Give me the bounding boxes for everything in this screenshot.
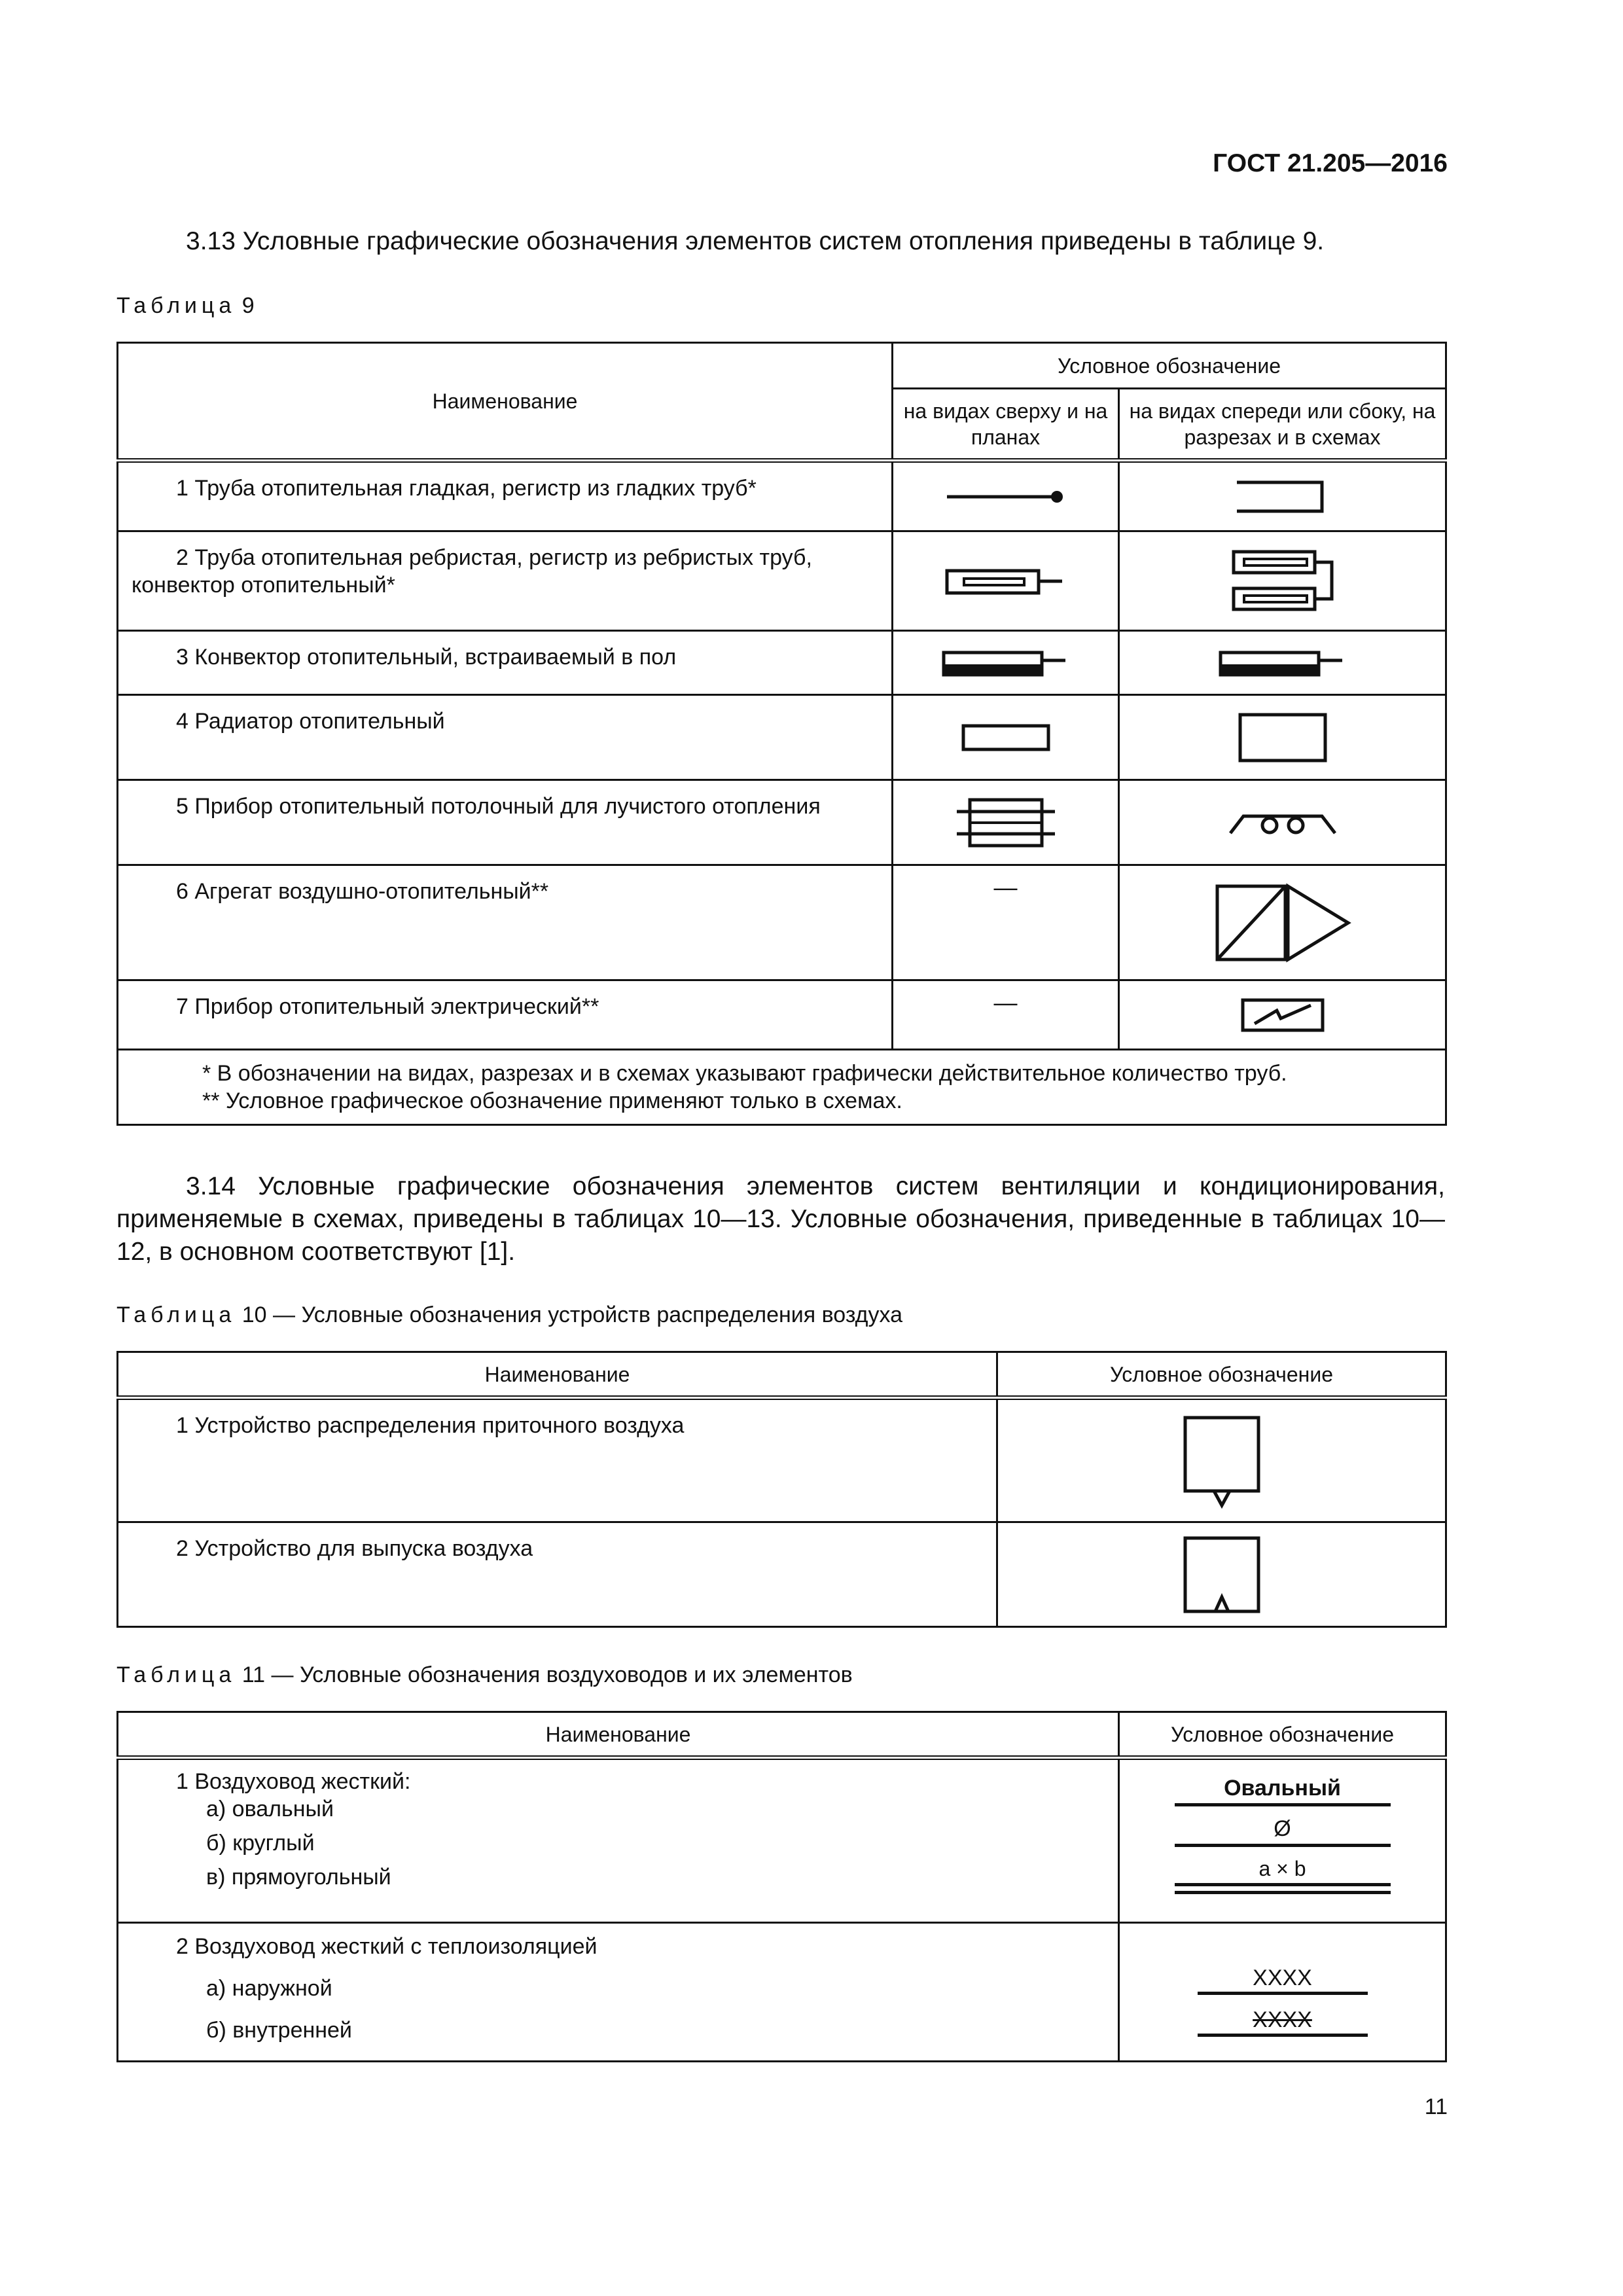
table10-header-symbol: Условное обозначение <box>997 1352 1446 1398</box>
round-duct-label: Ø <box>1274 1816 1291 1841</box>
table11-header-name: Наименование <box>118 1712 1119 1758</box>
air-heater-unit-icon <box>1204 877 1361 969</box>
table9-row4-text: 4 Радиатор отопительный <box>176 709 445 734</box>
internal-insulation-label: XXXX <box>1253 2007 1312 2032</box>
table-row <box>118 631 1446 695</box>
insulated-duct-symbols <box>1198 1965 1368 2051</box>
table-10 <box>116 1351 1447 1628</box>
table10-caption-text: 10 — Условные обозначения устройств распределения воздуха <box>241 1302 903 1327</box>
list-item: в) прямоугольный <box>206 1865 391 1890</box>
list-item: б) внутренней <box>206 2018 352 2043</box>
table9-notes <box>118 1050 1445 1124</box>
list-item: а) овальный <box>206 1797 334 1821</box>
table9-caption-number: 9 <box>241 293 255 318</box>
electric-heater-icon <box>1234 992 1332 1038</box>
finned-pipe-top-icon <box>940 562 1071 601</box>
list-item: б) круглый <box>206 1831 315 1856</box>
table-row <box>118 695 1446 780</box>
paragraph-3-13: 3.13 Условные графические обозначения элементов систем отопления приведены в таблице 9. <box>186 227 1325 255</box>
table9-row2-text: 2 Труба отопительная ребристая, регистр из ребристых труб, конвектор отопительный* <box>132 545 812 598</box>
supply-air-device-icon <box>1176 1408 1268 1513</box>
table9-note-1: * В обозначении на видах, разрезах и в схемах указывают графически действительное количество труб. <box>202 1061 1287 1086</box>
table9-caption-word: Таблица <box>116 293 236 318</box>
table9-row7-text: 7 Прибор отопительный электрический** <box>176 994 599 1019</box>
table-row <box>118 780 1446 865</box>
table11-row1-items <box>176 1795 1105 1891</box>
smooth-pipe-front-icon <box>1230 477 1335 516</box>
table9-header-name: Наименование <box>118 343 893 461</box>
table9-caption <box>116 293 255 319</box>
table11-row1-title: 1 Воздуховод жесткий: <box>176 1769 411 1794</box>
table9-row6-text: 6 Агрегат воздушно-отопительный** <box>176 879 549 904</box>
table10-row2-text: 2 Устройство для выпуска воздуха <box>176 1536 533 1561</box>
table9-header-symbol: Условное обозначение <box>893 343 1446 389</box>
table9-row3-text: 3 Конвектор отопительный, встраиваемый в пол <box>176 645 677 670</box>
table-row <box>118 461 1446 531</box>
table-row <box>118 1050 1446 1125</box>
standard-header: ГОСТ 21.205—2016 <box>1213 149 1448 177</box>
oval-duct-label: Овальный <box>1224 1776 1341 1801</box>
table9-row7-top-dash: — <box>893 980 1119 1050</box>
table10-caption <box>116 1302 902 1328</box>
rectangular-duct-line-1 <box>1175 1883 1391 1886</box>
table11-row2-items <box>176 1975 1105 2044</box>
table11-row2-title: 2 Воздуховод жесткий с теплоизоляцией <box>176 1934 597 1959</box>
table-row <box>118 531 1446 631</box>
radiator-front-icon <box>1234 708 1332 767</box>
external-insulation-label: XXXX <box>1253 1965 1312 1990</box>
table-row <box>118 1923 1446 2062</box>
table-row <box>118 1758 1446 1923</box>
table-row <box>118 980 1446 1050</box>
rigid-duct-symbols <box>1175 1776 1391 1907</box>
table9-note-2: ** Условное графическое обозначение применяют только в схемах. <box>202 1088 902 1113</box>
ceiling-heater-front-icon <box>1224 803 1342 842</box>
table10-row1-text: 1 Устройство распределения приточного воздуха <box>176 1413 685 1438</box>
floor-convector-front-icon <box>1214 643 1351 683</box>
table11-header-symbol: Условное обозначение <box>1119 1712 1446 1758</box>
oval-duct-line <box>1175 1803 1391 1806</box>
table10-caption-word: Таблица <box>116 1302 236 1327</box>
table-9 <box>116 342 1447 1126</box>
table11-caption-text: 11 — Условные обозначения воздуховодов и их элементов <box>241 1662 853 1687</box>
paragraph-3-14: 3.14 Условные графические обозначения элементов систем вентиляции и кондиционирования, применяемые в схемах, приведены в таблицах 10—13. Условные обозначения, приведенные в таблицах 10—12, в основном соответствуют [1]. <box>116 1172 1445 1266</box>
table-row <box>118 1398 1446 1522</box>
floor-convector-top-icon <box>937 643 1075 683</box>
external-insulation-line <box>1198 1992 1368 1995</box>
table-11 <box>116 1711 1447 2062</box>
table11-caption <box>116 1662 853 1688</box>
table9-row5-text: 5 Прибор отопительный потолочный для лучистого отопления <box>176 794 821 819</box>
table9-header-front-view: на видах спереди или сбоку, на разрезах и в схемах <box>1119 389 1446 461</box>
internal-insulation-line <box>1198 2034 1368 2037</box>
rectangular-duct-label: a × b <box>1258 1857 1306 1880</box>
ceiling-heater-top-icon <box>950 793 1061 852</box>
table-row <box>118 865 1446 980</box>
rectangular-duct-line-2 <box>1175 1891 1391 1894</box>
table9-row1-text: 1 Труба отопительная гладкая, регистр из гладких труб* <box>176 476 757 501</box>
table11-caption-word: Таблица <box>116 1662 236 1687</box>
page-number: 11 <box>1424 2094 1448 2119</box>
table9-header-top-view: на видах сверху и на планах <box>893 389 1119 461</box>
round-duct-line <box>1175 1844 1391 1847</box>
exhaust-air-device-icon <box>1176 1529 1268 1621</box>
table-row <box>118 1522 1446 1627</box>
list-item: а) наружной <box>206 1976 332 2001</box>
radiator-top-icon <box>957 718 1055 757</box>
table10-header-name: Наименование <box>118 1352 997 1398</box>
smooth-pipe-top-icon <box>940 484 1071 510</box>
table9-row6-top-dash: — <box>893 865 1119 980</box>
finned-pipe-front-icon <box>1221 545 1345 617</box>
